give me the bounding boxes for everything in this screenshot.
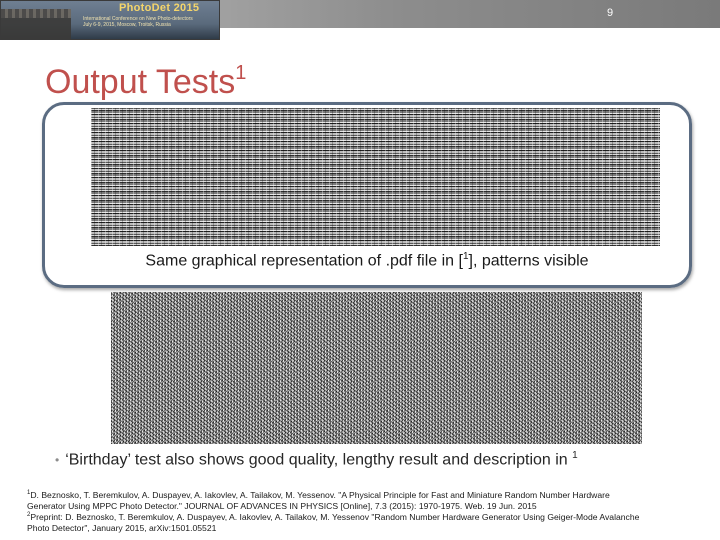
bullet-item — [55, 450, 705, 469]
slide-title — [45, 62, 246, 102]
reference-2-line-2: Photo Detector", January 2015, arXiv:1501.05521 — [27, 522, 217, 533]
banner-subtitle-line-1: International Conference on New Photo-detectors — [83, 16, 193, 22]
city-skyline-image — [1, 9, 71, 39]
random-noise-pattern-image — [111, 292, 642, 444]
bullet-icon: • — [55, 453, 60, 468]
banner-subtitle — [83, 16, 219, 28]
reference-1-line-1 — [27, 488, 687, 501]
callout-caption — [42, 251, 692, 270]
slide-title-footnote: 1 — [235, 62, 247, 84]
reference-2-marker: 2 — [27, 512, 31, 518]
reference-2-text-1: Preprint: D. Beznosko, T. Beremkulov, A. Duspayev, A. Iakovlev, A. Tailakov, M. Yessenov "Random Number Hardware Generator Using Geiger-Mode Avalanche — [30, 511, 640, 522]
slide-number: 9 — [606, 7, 614, 19]
banner-subtitle-line-2: July 6-9, 2015, Moscow, Troitsk, Russia — [83, 22, 171, 28]
conference-banner — [0, 0, 220, 40]
reference-1-line-2: Generator Using MPPC Photo Detector." JOURNAL OF ADVANCES IN PHYSICS [Online], 7.3 (2015): 1970-1975. Web. 19 Jun. 2015 — [27, 500, 537, 511]
caption-footnote: 1 — [462, 251, 469, 262]
bullet-text: ‘Birthday’ test also shows good quality, lengthy result and description in — [65, 451, 573, 469]
reference-2 — [27, 510, 687, 534]
reference-1-text-1: D. Beznosko, T. Beremkulov, A. Duspayev, A. Iakovlev, A. Tailakov, M. Yessenov. "A Physical Principle for Fast and Miniature Random Number Hardware — [30, 489, 610, 500]
bullet-footnote: 1 — [572, 450, 578, 461]
reference-2-line-1 — [27, 510, 687, 523]
caption-text-start: Same graphical representation of .pdf file in [ — [145, 252, 463, 270]
caption-text-end: ], patterns visible — [468, 252, 589, 270]
slide-title-text: Output Tests — [45, 63, 236, 101]
reference-1-marker: 1 — [27, 490, 31, 496]
reference-1 — [27, 488, 687, 512]
banner-title: PhotoDet 2015 — [119, 2, 200, 14]
